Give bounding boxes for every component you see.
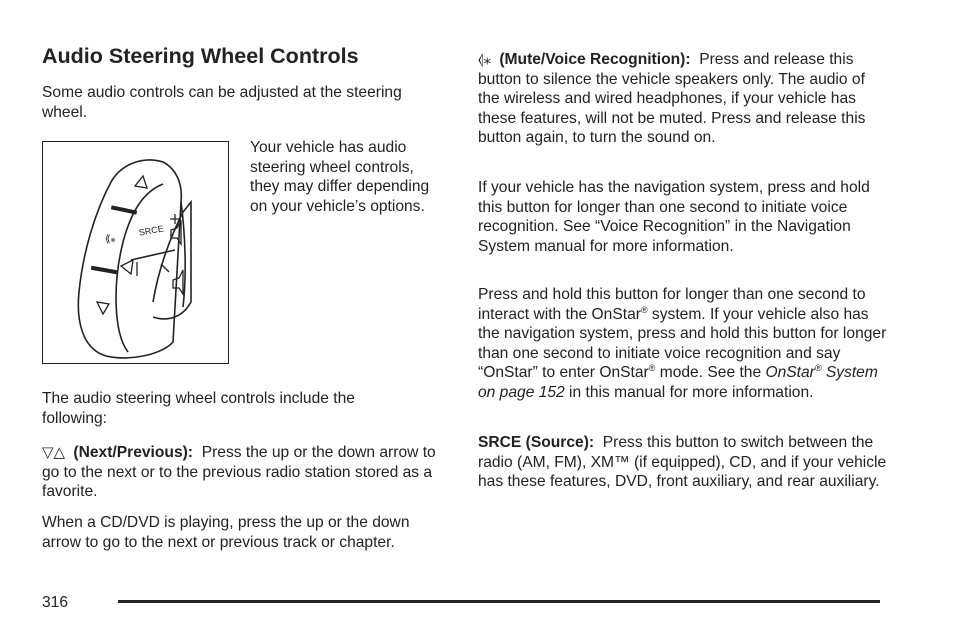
page-title: Audio Steering Wheel Controls xyxy=(42,44,359,68)
controls-include-text: The audio steering wheel controls include the following: xyxy=(42,390,355,427)
srce-button-label: SRCE xyxy=(138,223,165,238)
srce-text: Press this button to switch between the radio (AM, FM), XM™ (if equipped), CD, and if your vehicle has these features, DVD, front auxiliary, and rear auxiliary. xyxy=(478,434,887,490)
srce-heading: SRCE (Source): xyxy=(478,434,595,451)
onstar-paragraph: Press and hold this button for longer than one second to interact with the OnStar® system. If your vehicle also has the navigation system, press and hold this button for longer than one second to initiate voice recognition and say “OnStar” to enter OnStar® mode. See the OnStar® System on page 152 in this manual for more information. xyxy=(478,286,887,401)
steering-control-illustration xyxy=(43,142,227,362)
mute-voice-icon: ⦉⁎ xyxy=(478,51,492,68)
steering-wheel-controls-figure xyxy=(42,141,229,364)
figure-caption: Your vehicle has audio steering wheel controls, they may differ depending on your vehicle’s options. xyxy=(250,139,430,215)
intro-paragraph: Some audio controls can be adjusted at the steering wheel. xyxy=(42,84,402,121)
next-previous-text: Press the up or the down arrow to go to the next or to the previous radio station stored as a favorite. xyxy=(42,444,436,500)
cd-dvd-paragraph: When a CD/DVD is playing, press the up or the down arrow to go to the next or previous track or chapter. xyxy=(42,514,410,551)
down-up-arrows-icon: ▽△ xyxy=(42,444,66,461)
mute-voice-icon: ⟪⁎ xyxy=(105,234,116,245)
next-previous-paragraph xyxy=(42,443,442,502)
footer-rule xyxy=(118,600,880,603)
mute-voice-heading: (Mute/Voice Recognition): xyxy=(499,51,691,68)
navigation-paragraph: If your vehicle has the navigation system, press and hold this button for longer than one second to initiate voice recognition. See “Voice Recognition” in the Navigation System manual for more information. xyxy=(478,179,870,255)
srce-paragraph xyxy=(478,433,888,492)
onstar-reference-link[interactable]: OnStar® System on page 152 xyxy=(478,362,878,401)
next-previous-heading: (Next/Previous): xyxy=(73,444,194,461)
mute-voice-paragraph xyxy=(478,50,888,148)
mute-voice-text: Press and release this button to silence the vehicle speakers only. The audio of the wireless and wired headphones, if your vehicle has these features, will not be muted. Press and release this button again, to turn the sound on. xyxy=(478,51,866,146)
page-number: 316 xyxy=(42,594,69,611)
